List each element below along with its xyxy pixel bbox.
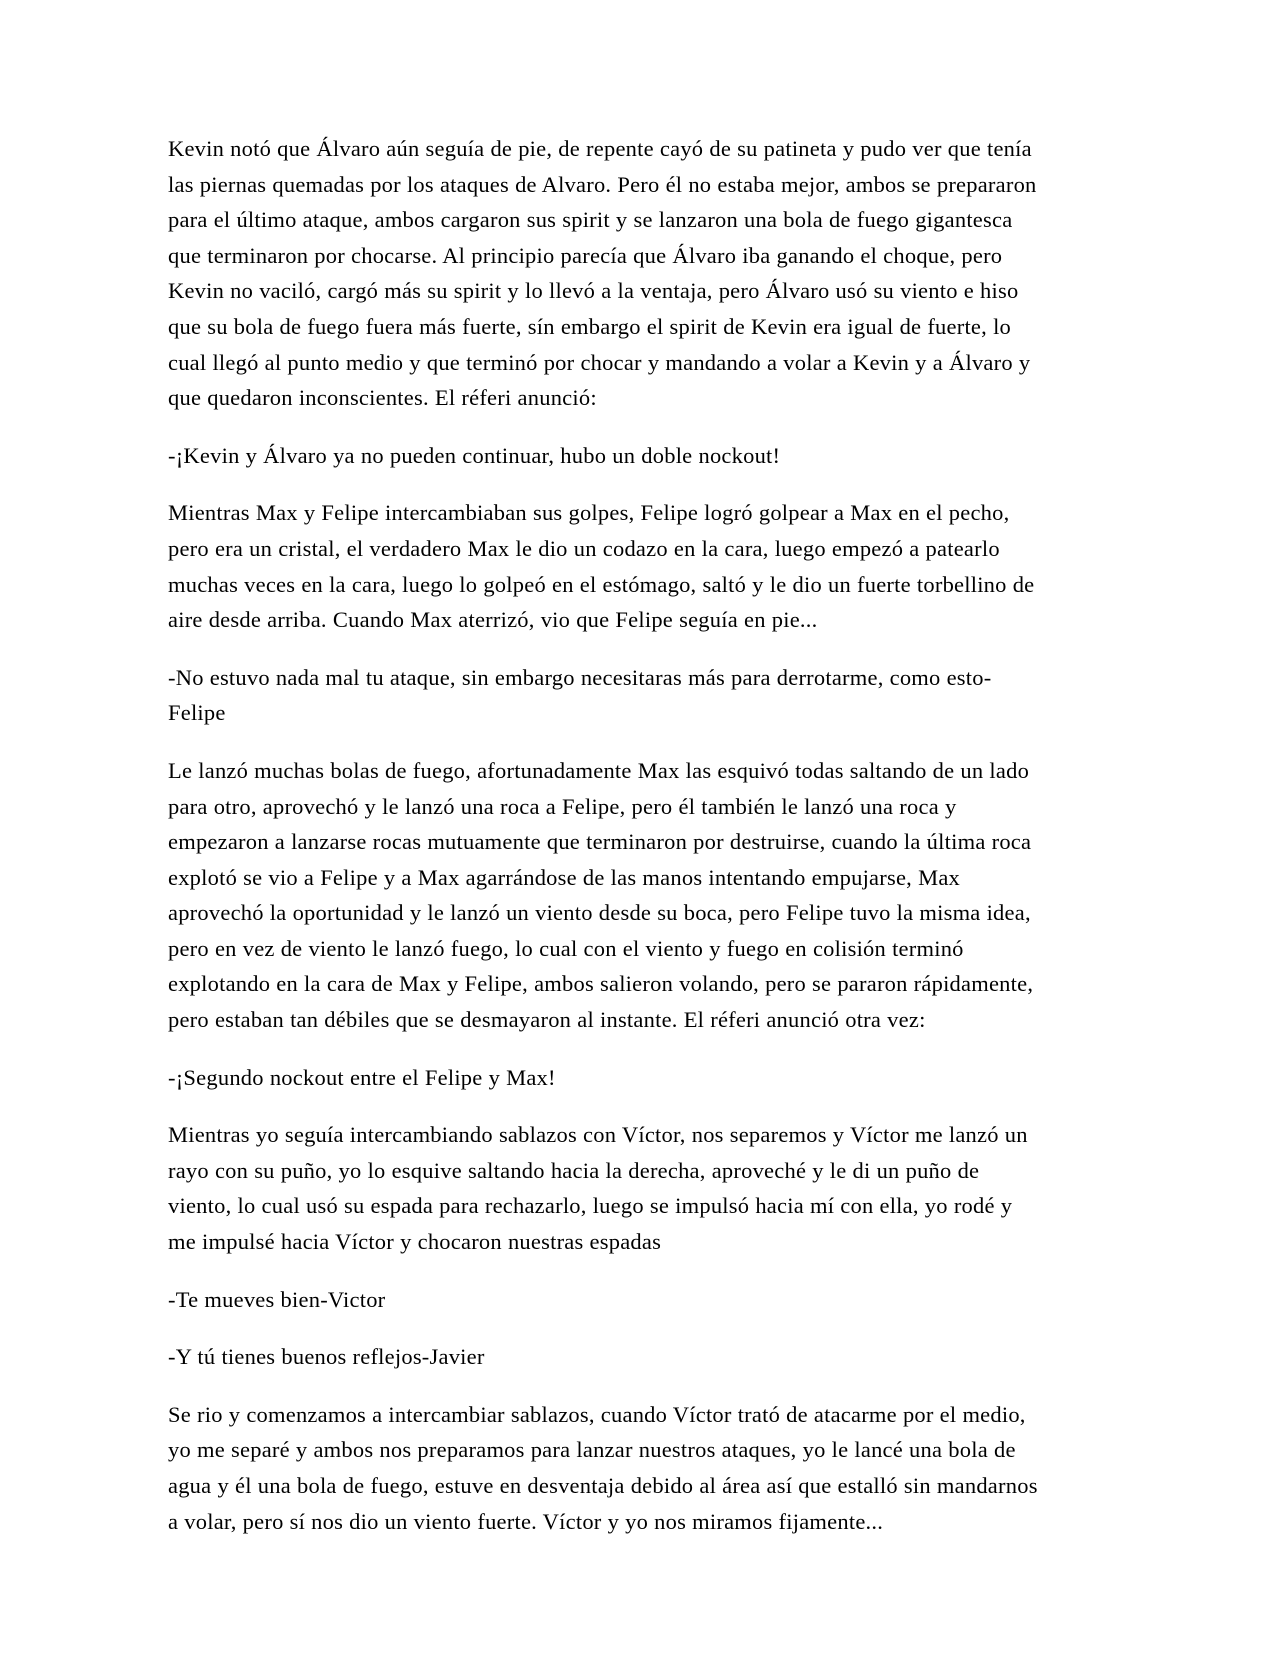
- document-text-body: [168, 131, 1044, 1539]
- paragraph: Le lanzó muchas bolas de fuego, afortunadamente Max las esquivó todas saltando de un lado para otro, aprovechó y le lanzó una roca a Felipe, pero él también le lanzó una roca y empezaron a lanzarse rocas mutuamente que terminaron por destruirse, cuando la última roca explotó se vio a Felipe y a Max agarrándose de las manos intentando empujarse, Max aprovechó la oportunidad y le lanzó un viento desde su boca, pero Felipe tuvo la misma idea, pero en vez de viento le lanzó fuego, lo cual con el viento y fuego en colisión terminó explotando en la cara de Max y Felipe, ambos salieron volando, pero se pararon rápidamente, pero estaban tan débiles que se desmayaron al instante. El réferi anunció otra vez:: [168, 757, 1034, 1033]
- paragraph: -No estuvo nada mal tu ataque, sin embargo necesitaras más para derrotarme, como esto-Felipe: [168, 664, 992, 726]
- paragraph: -Te mueves bien-Victor: [168, 1286, 386, 1312]
- paragraph: -Y tú tienes buenos reflejos-Javier: [168, 1344, 485, 1370]
- paragraph: Kevin notó que Álvaro aún seguía de pie, de repente cayó de su patineta y pudo ver que tenía las piernas quemadas por los ataques de Alvaro. Pero él no estaba mejor, ambos se prepararon para el último ataque, ambos cargaron sus spirit y se lanzaron una bola de fuego gigantesca que terminaron por chocarse. Al principio parecía que Álvaro iba ganando el choque, pero Kevin no vaciló, cargó más su spirit y lo llevó a la ventaja, pero Álvaro usó su viento e hiso que su bola de fuego fuera más fuerte, sín embargo el spirit de Kevin era igual de fuerte, lo cual llegó al punto medio y que terminó por chocar y mandando a volar a Kevin y a Álvaro y que quedaron inconscientes. El réferi anunció:: [168, 136, 1037, 411]
- paragraph: Mientras Max y Felipe intercambiaban sus golpes, Felipe logró golpear a Max en el pecho, pero era un cristal, el verdadero Max le dio un codazo en la cara, luego empezó a patearlo muchas veces en la cara, luego lo golpeó en el estómago, saltó y le dio un fuerte torbellino de aire desde arriba. Cuando Max aterrizó, vio que Felipe seguía en pie...: [168, 500, 1035, 633]
- paragraph: -¡Kevin y Álvaro ya no pueden continuar, hubo un doble nockout!: [168, 442, 781, 468]
- paragraph: Mientras yo seguía intercambiando sablazos con Víctor, nos separemos y Víctor me lanzó un rayo con su puño, yo lo esquive saltando hacia la derecha, aproveché y le di un puño de viento, lo cual usó su espada para rechazarlo, luego se impulsó hacia mí con ella, yo rodé y me impulsé hacia Víctor y chocaron nuestras espadas: [168, 1122, 1028, 1255]
- paragraph: -¡Segundo nockout entre el Felipe y Max!: [168, 1064, 556, 1090]
- paragraph: Se rio y comenzamos a intercambiar sablazos, cuando Víctor trató de atacarme por el medio, yo me separé y ambos nos preparamos para lanzar nuestros ataques, yo le lancé una bola de agua y él una bola de fuego, estuve en desventaja debido al área así que estalló sin mandarnos a volar, pero sí nos dio un viento fuerte. Víctor y yo nos miramos fijamente...: [168, 1401, 1038, 1534]
